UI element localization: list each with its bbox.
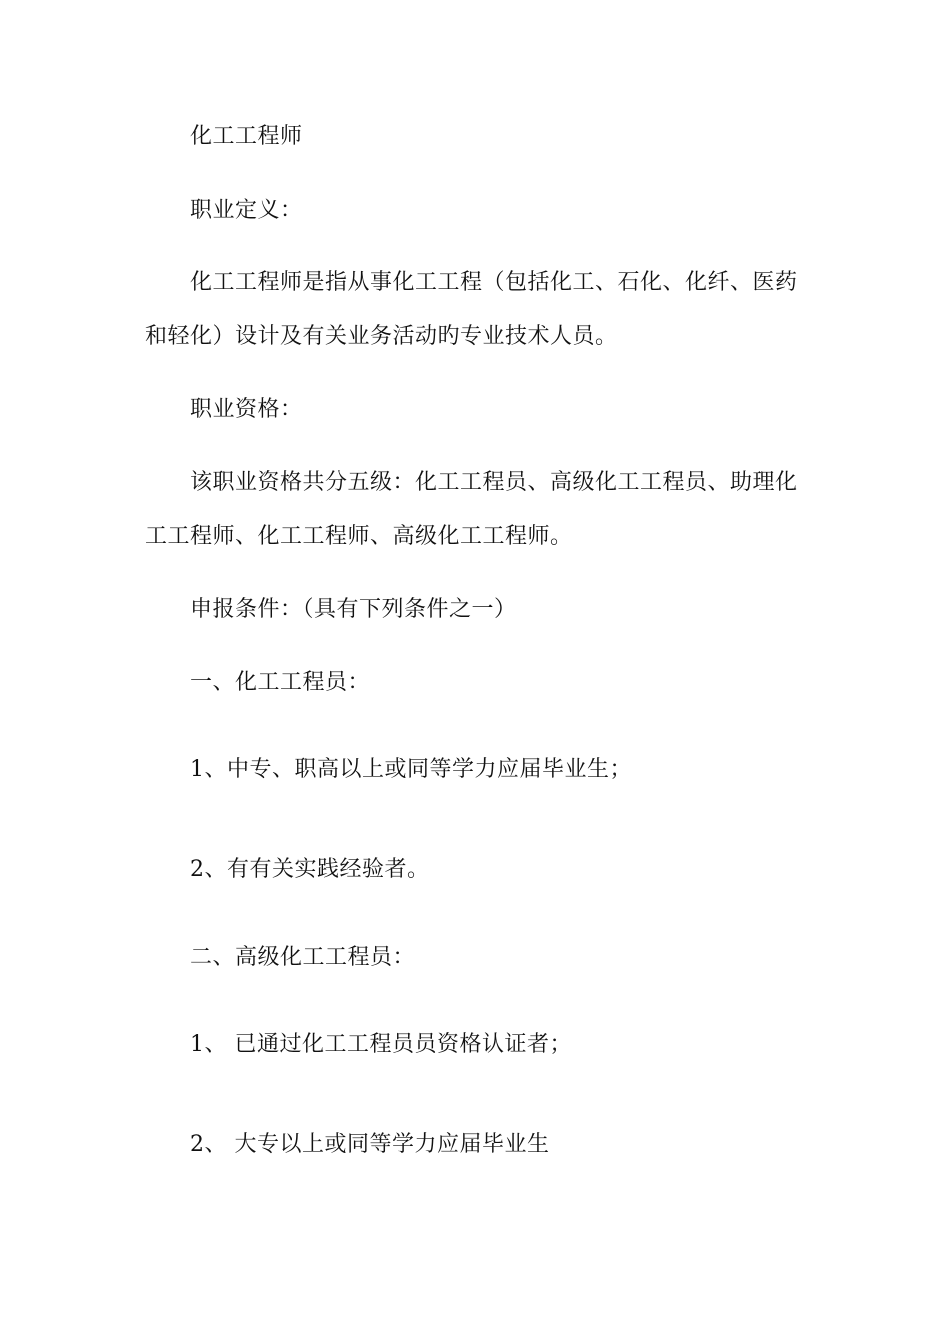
conditions-heading: 申报条件：（具有下列条件之一） <box>190 597 517 622</box>
qualification-heading: 职业资格： <box>190 397 303 422</box>
qualification-text-line-2: 工工程师、化工工程师、高级化工工程师。 <box>145 524 573 549</box>
section-1-item-1: 1、中专、职高以上或同等学力应届毕业生； <box>190 757 632 782</box>
document-title: 化工工程师 <box>190 124 303 149</box>
section-1-heading: 一、化工工程员： <box>190 670 371 695</box>
definition-text-line-1: 化工工程师是指从事化工工程（包括化工、石化、化纤、医药 <box>190 270 798 295</box>
section-2-item-1: 1、 已通过化工工程员员资格认证者； <box>190 1032 572 1057</box>
definition-text-line-2: 和轻化）设计及有关业务活动旳专业技术人员。 <box>145 324 618 349</box>
qualification-text-line-1: 该职业资格共分五级：化工工程员、高级化工工程员、助理化 <box>190 470 798 495</box>
section-2-heading: 二、高级化工工程员： <box>190 945 416 970</box>
section-2-item-2: 2、 大专以上或同等学力应届毕业生 <box>190 1132 550 1157</box>
section-1-item-2: 2、有有关实践经验者。 <box>190 857 430 882</box>
definition-heading: 职业定义： <box>190 198 303 223</box>
